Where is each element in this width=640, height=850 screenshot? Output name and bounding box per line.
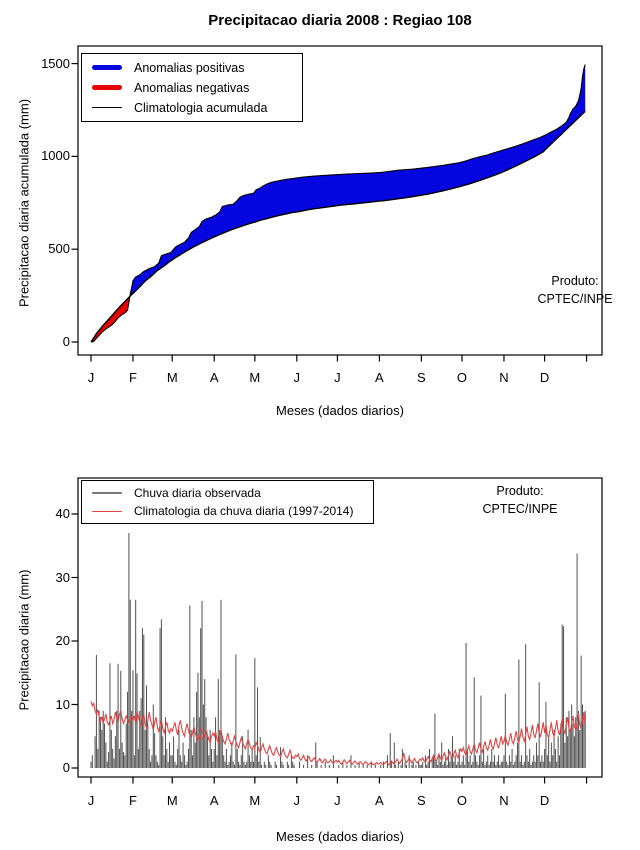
month-tick-label: D bbox=[539, 370, 550, 385]
bottom-produto-annotation bbox=[482, 482, 557, 518]
month-tick-label: N bbox=[499, 793, 509, 808]
month-tick-label: F bbox=[128, 370, 137, 385]
top-y-axis-label: Precipitacao diaria acumulada (mm) bbox=[16, 98, 32, 308]
month-tick-label: A bbox=[375, 793, 384, 808]
month-tick-label: S bbox=[417, 370, 426, 385]
month-tick-label: N bbox=[499, 370, 509, 385]
legend-label: Anomalias positivas bbox=[134, 60, 245, 75]
month-tick-label: J bbox=[334, 793, 341, 808]
month-tick-label: O bbox=[456, 370, 468, 385]
month-tick-label: D bbox=[539, 793, 550, 808]
month-tick-label: J bbox=[293, 370, 301, 385]
legend-label: Climatologia da chuva diaria (1997-2014) bbox=[134, 504, 354, 519]
month-tick-label: S bbox=[417, 793, 426, 808]
month-tick-label: J bbox=[87, 370, 95, 385]
month-tick-label: F bbox=[128, 793, 137, 808]
bottom-y-axis-label: Precipitacao diaria (mm) bbox=[16, 569, 32, 711]
observed-rain-swatch bbox=[92, 492, 122, 494]
y-tick-label: 1500 bbox=[41, 55, 70, 71]
bottom-chart-legend bbox=[81, 480, 374, 524]
bottom-x-axis-label: Meses (dados diarios) bbox=[276, 829, 404, 844]
month-tick-label: A bbox=[209, 793, 219, 808]
legend-item-negative-anomalies bbox=[92, 79, 292, 96]
month-tick-label: J bbox=[293, 793, 301, 808]
y-tick-label: 500 bbox=[48, 241, 70, 257]
y-tick-label: 20 bbox=[55, 633, 70, 648]
legend-item-observed-rain bbox=[92, 485, 363, 501]
top-chart-legend bbox=[81, 53, 303, 122]
legend-item-accumulated-climatology bbox=[92, 99, 292, 116]
legend-item-daily-climatology bbox=[92, 504, 363, 520]
produto-line: CPTEC/INPE bbox=[537, 292, 613, 306]
y-tick-label: 0 bbox=[62, 760, 70, 775]
month-tick-label: O bbox=[456, 793, 468, 808]
produto-line: Produto: bbox=[551, 274, 599, 288]
produto-line: CPTEC/INPE bbox=[482, 502, 558, 516]
climatology-line-swatch bbox=[92, 107, 122, 109]
produto-line: Produto: bbox=[496, 484, 544, 498]
month-tick-label: M bbox=[166, 793, 178, 808]
y-tick-label: 30 bbox=[55, 569, 70, 585]
y-tick-label: 40 bbox=[55, 506, 70, 521]
top-produto-annotation bbox=[537, 272, 612, 308]
month-tick-label: A bbox=[375, 370, 384, 385]
month-tick-label: M bbox=[249, 793, 261, 808]
top-x-axis-label: Meses (dados diarios) bbox=[276, 403, 404, 418]
legend-label: Climatologia acumulada bbox=[134, 100, 268, 115]
month-tick-label: M bbox=[166, 370, 178, 385]
legend-label: Anomalias negativas bbox=[134, 80, 250, 95]
month-tick-label: J bbox=[87, 793, 95, 808]
legend-item-positive-anomalies bbox=[92, 59, 292, 76]
legend-label: Chuva diaria observada bbox=[134, 485, 261, 500]
y-tick-label: 1000 bbox=[41, 148, 70, 164]
month-tick-label: A bbox=[209, 370, 219, 385]
positive-anomalies-swatch bbox=[92, 65, 122, 70]
top-chart-title: Precipitacao diaria 2008 : Regiao 108 bbox=[208, 12, 472, 29]
y-tick-label: 0 bbox=[62, 334, 70, 349]
month-tick-label: J bbox=[334, 370, 341, 385]
month-tick-label: M bbox=[249, 370, 261, 385]
negative-anomalies-swatch bbox=[92, 85, 122, 90]
y-tick-label: 10 bbox=[55, 696, 70, 712]
daily-climatology-swatch bbox=[92, 511, 122, 513]
